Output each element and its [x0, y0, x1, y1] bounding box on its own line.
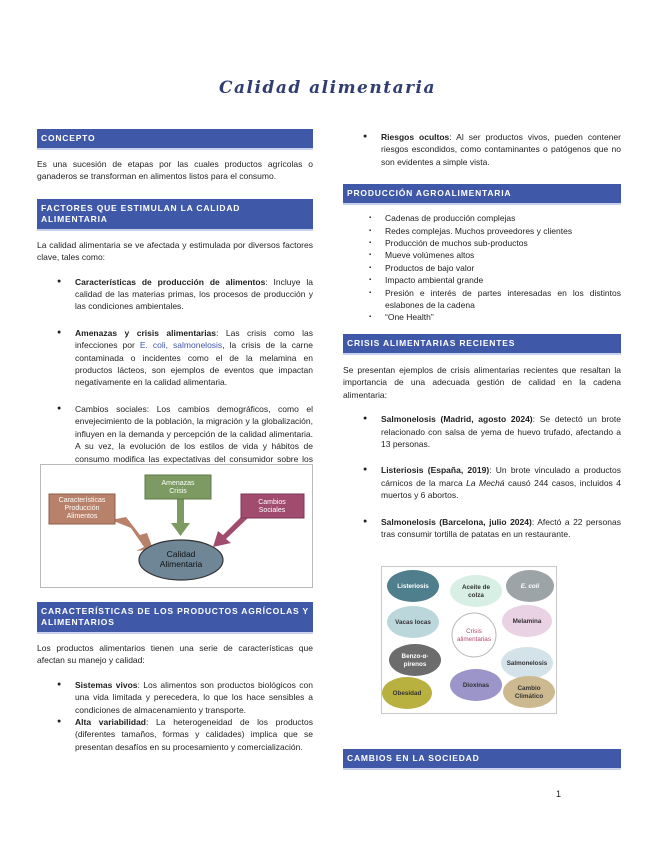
item-text: : Incluye la calidad de las materias primas, los procesos de producción y las condiciones ambientales. [75, 276, 313, 312]
produccion-header: PRODUCCIÓN AGROALIMENTARIA [343, 184, 621, 205]
list-item [57, 276, 313, 313]
riesgos-list [343, 131, 621, 168]
arrow-left-shape [111, 517, 153, 551]
item-text: : Al ser productos vivos, pueden contener riesgos escondidos, como contaminantes o patógenos que no son evidentes a simple vista. [381, 132, 621, 167]
calidad-diagram-svg [41, 465, 312, 587]
bubble-label: Salmonelosis [506, 660, 548, 667]
pathogen-link[interactable]: E. coli, salmonelosis [139, 340, 223, 351]
item-text: : La heterogeneidad de los productos (diferentes tamaños, formas y calidades) implica que se presentan desafíos en su procesamiento y comercialización. [75, 717, 313, 752]
concepto-text: Es una sucesión de etapas por las cuales productos agrícolas o ganaderos se transforman en alimentos listos para el consumo. [37, 159, 313, 182]
bubble-benzo [389, 644, 441, 676]
list-item [363, 413, 621, 450]
list-item: ▪ “One Health” [367, 311, 621, 323]
list-item: ▪ Impacto ambiental grande [367, 274, 621, 286]
list-item: ▪ Productos de bajo valor [367, 262, 621, 274]
bubble-aceite [450, 575, 502, 607]
item-text: : Afectó a 22 personas tras consumir tortilla de patatas en un restaurante. [381, 516, 621, 539]
brand-name: La Mechá [466, 477, 505, 488]
node-label: Características Producción Alimentos [58, 497, 106, 520]
bubble-label: Aceite de colza [462, 584, 490, 599]
item-bold: Características de producción de alimentos [75, 276, 266, 287]
factores-list [37, 276, 313, 478]
list-item: ▪ Cadenas de producción complejas [367, 212, 621, 224]
caracteristicas-intro: Los productos alimentarios tienen una serie de características que afectan su manejo y calidad: [37, 643, 313, 666]
item-text: : Un brote vinculado a productos cárnicos de la marca [381, 465, 621, 488]
node-cambios [241, 494, 304, 518]
page-number: 1 [556, 789, 562, 799]
item-bold: Amenazas y crisis alimentarias [75, 327, 217, 338]
list-item [57, 327, 313, 389]
caracteristicas-section [37, 602, 313, 753]
item-bold: Alta variabilidad [75, 717, 146, 728]
bubble-label: Benzo-α-pirenos [401, 653, 429, 668]
list-item [57, 679, 313, 716]
item-text: Cambios sociales: Los cambios demográficos, como el envejecimiento de la población, la migración y la globalización, influyen en la demanda y percepción de la calidad alimentaria. A su vez, la evolución de los estilos de vida y hábitos de consumo modifica las expectativas del consumidor sobre los [75, 403, 313, 464]
caracteristicas-list [37, 679, 313, 753]
list-item: ▪ Presión e interés de partes interesadas en los distintos eslabones de la cadena [367, 287, 621, 312]
right-column [343, 129, 621, 540]
item-bold: Salmonelosis (Madrid, agosto 2024) [381, 414, 533, 425]
item-text: : Se detectó un brote relacionado con salsa de yema de huevo trufado, afectando a 13 personas. [381, 414, 621, 449]
node-amenazas [145, 475, 211, 499]
list-item: ▪ Mueve volúmenes altos [367, 249, 621, 261]
cambios-header: CAMBIOS EN LA SOCIEDAD [343, 749, 621, 770]
bubble-label: Listeriosis [397, 583, 429, 590]
list-item [363, 464, 621, 501]
bubble-label: Crisis alimentarias [457, 628, 491, 643]
item-text: , la crisis de la carne contaminada o incidentes como el de la melamina en productos lácteos, son ejemplos de eventos que impactan negativamente en la calidad alimentaria. [75, 340, 313, 388]
cambios-section [343, 749, 621, 770]
crisis-diagram [381, 566, 557, 714]
bubble-label: E. coli [520, 583, 540, 590]
item-text: : Las crisis como las infecciones por [75, 327, 313, 351]
bubble-label: Obesidad [392, 690, 422, 697]
bubble-label: Vacas locas [395, 619, 431, 626]
left-column [37, 129, 313, 487]
list-item [363, 516, 621, 541]
caracteristicas-header: CARACTERÍSTICAS DE LOS PRODUCTOS AGRÍCOLAS Y ALIMENTARIOS [37, 602, 313, 634]
bubble-cambio [503, 676, 555, 708]
item-bold: Listeriosis (España, 2019) [381, 465, 490, 476]
arrow-top-head [171, 523, 190, 536]
factores-header: FACTORES QUE ESTIMULAN LA CALIDAD ALIMENTARIA [37, 199, 313, 231]
bubble-center [452, 613, 496, 657]
list-item: ▪ Redes complejas. Muchos proveedores y clientes [367, 225, 621, 237]
crisis-header: CRISIS ALIMENTARIAS RECIENTES [343, 334, 621, 355]
bubble-label: Dioxinas [462, 682, 490, 689]
node-label: Amenazas Crisis [161, 480, 195, 495]
list-item [57, 716, 313, 753]
node-label: Calidad Alimentaria [159, 549, 203, 569]
calidad-diagram [40, 464, 313, 588]
item-bold: Riesgos ocultos [381, 132, 450, 142]
produccion-list [343, 212, 621, 324]
bubble-label: Cambio Climático [514, 685, 544, 700]
concepto-header: CONCEPTO [37, 129, 313, 150]
item-bold: Sistemas vivos [75, 679, 138, 690]
item-text: causó 244 casos, incluidos 4 muertos y 6 abortos. [381, 477, 621, 501]
crisis-diagram-svg [382, 567, 556, 713]
bubble-label: Melamina [512, 618, 542, 625]
item-text: : Los alimentos son productos biológicos con una vida limitada y perecedera, lo que los hace sensibles a condiciones de almacenamiento y transporte. [75, 679, 313, 715]
factores-intro: La calidad alimentaria se ve afectada y estimulada por diversos factores clave, tales como: [37, 239, 313, 263]
node-label: Cambios Sociales [258, 499, 286, 514]
page-title: Calidad alimentaria [218, 78, 437, 98]
arrow-top-shaft [177, 499, 184, 525]
item-bold: Salmonelosis (Barcelona, julio 2024) [381, 516, 532, 527]
crisis-list [343, 413, 621, 540]
list-item [363, 131, 621, 168]
crisis-intro: Se presentan ejemplos de crisis alimentarias recientes que resaltan la importancia de una adecuada gestión de calidad en la cadena alimentaria: [343, 364, 621, 400]
list-item: ▪ Producción de muchos sub-productos [367, 237, 621, 249]
